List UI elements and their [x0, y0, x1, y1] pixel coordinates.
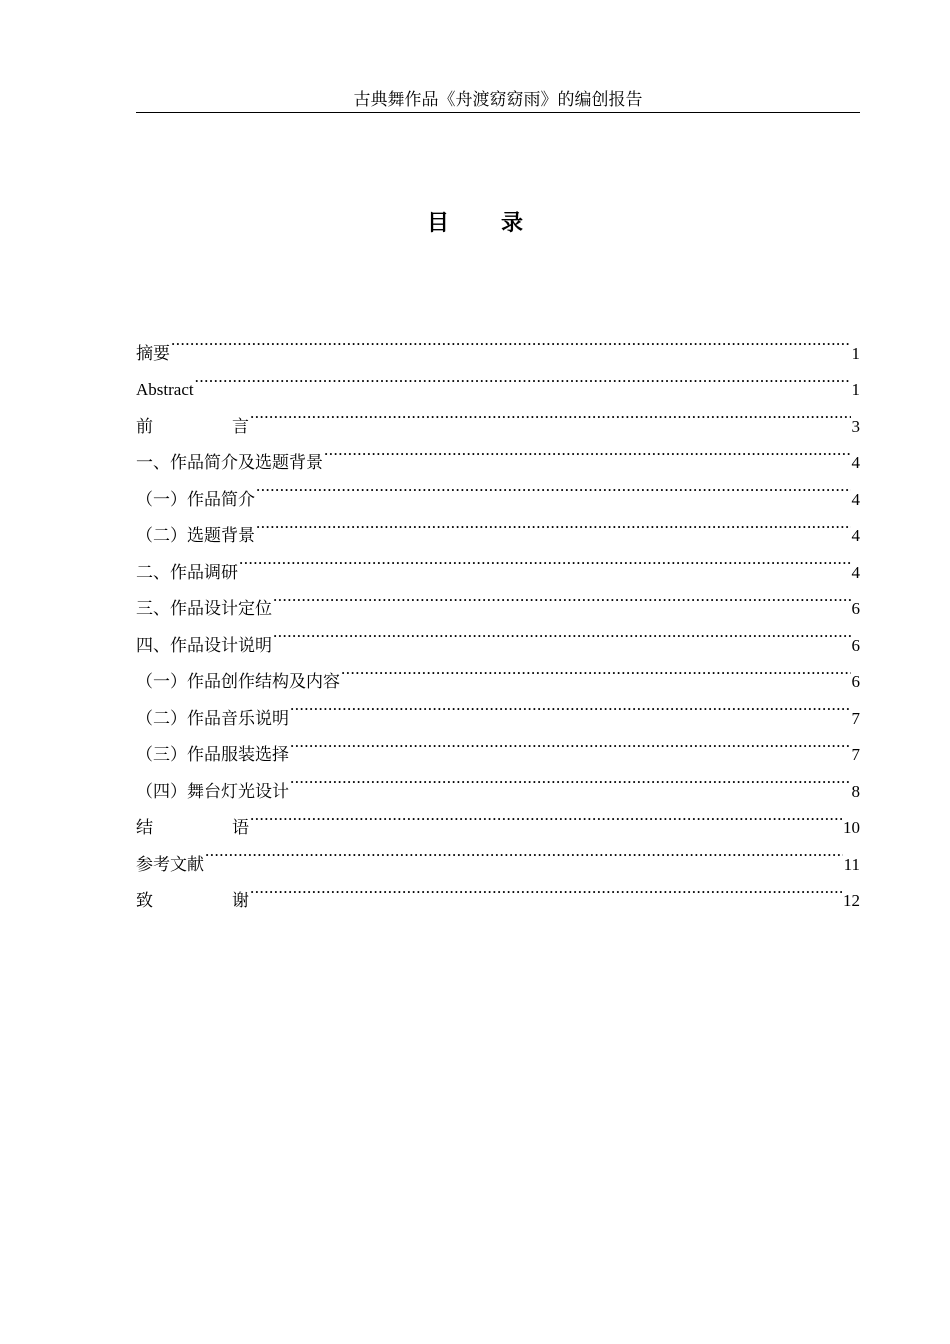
dot-leader [239, 541, 851, 578]
toc-entry-label-char-2: 谢 [232, 891, 249, 911]
dot-leader [205, 833, 843, 870]
dot-leader [324, 432, 851, 469]
toc-entry-label: Abstract [136, 380, 194, 399]
dot-leader [273, 614, 851, 651]
toc-entry-label: （一）作品简介 [136, 489, 255, 510]
toc-title-char-1: 目 [426, 211, 449, 236]
toc-entry-label: （三）作品服装选择 [136, 745, 289, 765]
toc-entry-section-3[interactable] [136, 578, 860, 619]
toc-entry-label [136, 883, 249, 920]
toc-entry-label: （一）作品创作结构及内容 [136, 672, 340, 692]
toc-entry-page: 10 [843, 818, 860, 837]
toc-entry-page: 1 [851, 380, 860, 399]
toc-entry-abstract-cn[interactable] [136, 322, 860, 364]
toc-entry-abstract-en[interactable] [136, 359, 860, 399]
toc-entry-page: 4 [851, 562, 860, 582]
dot-leader [250, 797, 842, 834]
toc-entry-label: 四、作品设计说明 [136, 635, 272, 656]
toc-entry-page: 11 [843, 854, 860, 874]
toc-entry-page: 4 [851, 489, 860, 509]
toc-entry-label-char-1: 结 [136, 818, 153, 838]
toc-entry-label: 三、作品设计定位 [136, 599, 272, 619]
table-of-contents [136, 322, 860, 911]
dot-leader [341, 651, 851, 688]
dot-leader [290, 724, 851, 761]
toc-entry-page: 12 [843, 891, 860, 910]
toc-entry-preface[interactable] [136, 395, 860, 437]
toc-entry-label-char-1: 致 [136, 891, 153, 911]
dot-leader [250, 395, 851, 432]
dot-leader [171, 322, 851, 359]
page-header [136, 88, 860, 113]
toc-entry-label: 参考文献 [136, 854, 204, 875]
toc-entry-page: 6 [851, 635, 860, 655]
dot-leader [250, 870, 842, 907]
toc-entry-page: 6 [851, 672, 860, 691]
toc-entry-page: 4 [851, 453, 860, 472]
toc-entry-page: 7 [851, 745, 860, 764]
toc-entry-label: 一、作品简介及选题背景 [136, 453, 323, 473]
toc-entry-page: 1 [851, 343, 860, 363]
toc-entry-page: 6 [851, 599, 860, 618]
toc-entry-label: （四）舞台灯光设计 [136, 781, 289, 802]
toc-entry-label-char-2: 言 [232, 416, 249, 437]
toc-entry-page: 3 [851, 416, 860, 436]
toc-entry-section-2[interactable] [136, 541, 860, 583]
toc-entry-references[interactable] [136, 833, 860, 875]
toc-entry-label: （二）作品音乐说明 [136, 708, 289, 729]
toc-entry-acknowledgements[interactable] [136, 870, 860, 911]
toc-title [0, 206, 950, 242]
toc-entry-label: 二、作品调研 [136, 562, 238, 583]
dot-leader [290, 760, 851, 797]
dot-leader [195, 359, 851, 396]
toc-entry-page: 7 [851, 708, 860, 728]
header-title: 古典舞作品《舟渡窈窈雨》的编创报告 [353, 90, 643, 110]
toc-entry-label: （二）选题背景 [136, 526, 255, 546]
toc-entry-label-char-1: 前 [136, 416, 153, 437]
toc-entry-label: 摘要 [136, 343, 170, 364]
toc-entry-page: 8 [851, 781, 860, 801]
toc-title-char-2: 录 [501, 211, 524, 236]
dot-leader [256, 505, 851, 542]
dot-leader [256, 468, 851, 505]
dot-leader [290, 687, 851, 724]
toc-entry-label [136, 409, 249, 446]
toc-entry-page: 4 [851, 526, 860, 545]
dot-leader [273, 578, 851, 615]
toc-entry-label-char-2: 语 [232, 818, 249, 838]
